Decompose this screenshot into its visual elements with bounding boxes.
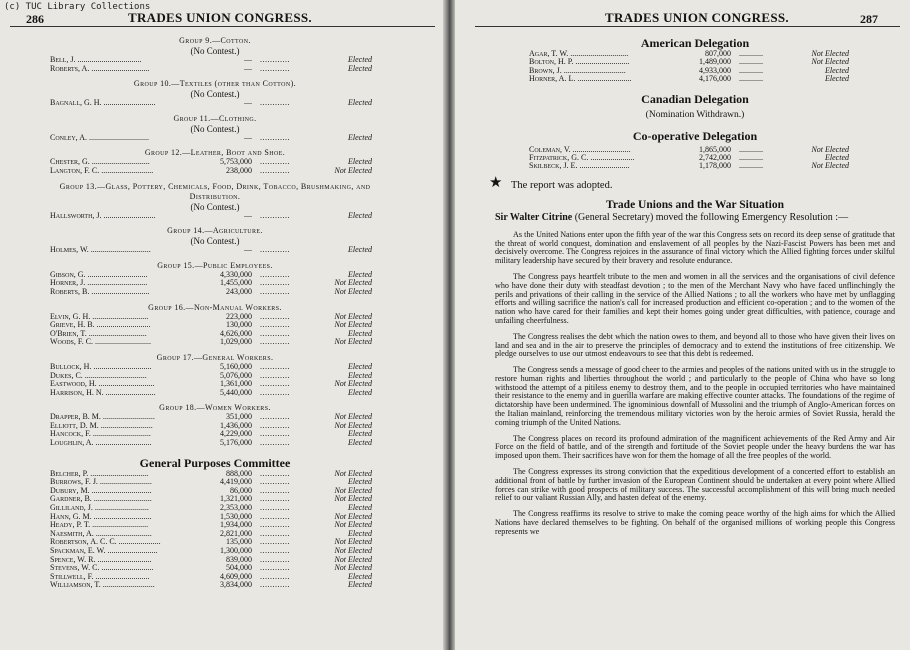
leader-dots: ............ <box>739 152 763 162</box>
vote-count: 135,000 <box>226 537 252 547</box>
election-result: Elected <box>348 580 372 590</box>
election-result: Not Elected <box>334 379 372 389</box>
cooperative-delegation-table <box>495 146 895 171</box>
trade-group <box>50 297 380 347</box>
candidate-name: Stillwell, F. ........................... <box>50 571 150 581</box>
candidate-name: Fitzpatrick, G. C. ...................... <box>529 152 635 162</box>
resolution-paragraph: The Congress pays heartfelt tribute to the men and women in all the services and the organisations of civil defence who have done their duty with steadfast devotion ; to the men of the Merchant Navy who have faced unflinchingly the perils and privations of their calling in the service of the Allied Nations ; to all the workers who have met by unflagging efforts and willing sacrifice the nation's call for increased production and efficient co-operation ; and to the women of the nation who have cared for their families and kept their homes going under great difficulties, with patience, courage and unfailing cheerfulness. <box>495 271 895 325</box>
leader-dots: ............ <box>260 537 290 547</box>
candidate-name: Hann, G. M. ............................. <box>50 511 152 521</box>
vote-count: 888,000 <box>226 468 252 478</box>
candidate-name: Bolton, H. P. ........................... <box>529 57 630 67</box>
vote-count: 5,440,000 <box>220 387 252 397</box>
candidate-name: Elvin, G. H. ............................ <box>50 311 149 321</box>
vote-count: 1,029,000 <box>220 337 252 347</box>
trade-group <box>50 347 380 397</box>
group-heading: Group 15.—Public Employees. <box>157 260 273 270</box>
spacer <box>50 448 380 454</box>
election-result: Elected <box>348 477 372 487</box>
vote-count: — <box>244 245 252 255</box>
election-result: Not Elected <box>334 412 372 422</box>
election-result: Elected <box>348 438 372 448</box>
american-delegation-title: American Delegation <box>640 36 750 50</box>
candidate-name: Bell, J. ................................ <box>50 55 142 64</box>
group-heading: Group 16.—Non-Manual Workers. <box>148 302 282 312</box>
group-heading: Group 12.—Leather, Boot and Shoe. <box>144 148 286 158</box>
adoption-text: The report was adopted. <box>511 179 613 191</box>
result-row <box>50 99 380 108</box>
leader-dots: ............ <box>260 165 290 175</box>
leader-dots: ............ <box>260 580 290 590</box>
leader-dots: ............ <box>260 546 290 555</box>
election-result: Not Elected <box>334 278 372 288</box>
leader-dots: ............ <box>260 571 290 581</box>
election-result: Elected <box>825 74 849 84</box>
mover-text: (General Secretary) moved the following Emergency Resolution :— <box>574 211 849 223</box>
election-result: Not Elected <box>334 494 372 504</box>
leader-dots: ............ <box>739 65 763 75</box>
group-heading: Group 9.—Cotton. <box>179 36 251 45</box>
group-heading: Group 17.—General Workers. <box>156 352 274 362</box>
vote-count: 1,178,000 <box>699 161 731 171</box>
election-result: Not Elected <box>334 420 372 430</box>
election-result: Not Elected <box>334 468 372 478</box>
election-result: Not Elected <box>334 554 372 564</box>
candidate-name: Williamson, T. .......................... <box>50 580 155 590</box>
election-result: Not Elected <box>811 161 849 171</box>
candidate-name: Loughlin, A. ............................ <box>50 438 152 448</box>
no-contest-note: (No Contest.) <box>190 46 240 56</box>
election-result: Elected <box>348 429 372 439</box>
vote-count: 2,742,000 <box>699 152 731 162</box>
candidate-name: Naesmith, A. ............................ <box>50 528 152 538</box>
vote-count: 4,626,000 <box>220 328 252 338</box>
election-result: Not Elected <box>334 311 372 321</box>
result-row <box>50 134 380 143</box>
election-result: Not Elected <box>334 165 372 175</box>
candidate-name: Drapper, B. M. .......................... <box>50 412 155 422</box>
election-result: Not Elected <box>334 286 372 296</box>
leader-dots: ............ <box>739 144 763 154</box>
leader-dots: ............ <box>739 57 763 67</box>
result-row <box>495 162 895 170</box>
vote-count: 238,000 <box>226 165 252 175</box>
candidate-name: Belcher, P. ............................. <box>50 468 149 478</box>
election-result: Elected <box>348 98 372 108</box>
leader-dots: ............ <box>260 387 290 397</box>
election-result: Elected <box>348 528 372 538</box>
vote-count: 3,834,000 <box>220 580 252 590</box>
candidate-name: Woods, F. C. ............................ <box>50 337 152 347</box>
election-result: Elected <box>348 55 372 64</box>
leader-dots: ............ <box>739 161 763 171</box>
right-header-rule <box>475 26 900 27</box>
election-result: Elected <box>348 387 372 397</box>
leader-dots: ............ <box>260 412 290 422</box>
election-result: Not Elected <box>334 563 372 573</box>
candidate-name: Conley, A. .............................. <box>50 132 150 142</box>
leader-dots: ............ <box>260 63 290 73</box>
leader-dots: ............ <box>260 361 290 371</box>
leader-dots: ............ <box>260 554 290 564</box>
no-contest-note: (No Contest.) <box>190 123 240 134</box>
candidate-name: Stevens, W. C. .......................... <box>50 563 154 573</box>
trade-group <box>50 255 380 297</box>
election-result: Not Elected <box>334 520 372 530</box>
candidate-name: O'Brien, T. ............................. <box>50 328 147 338</box>
candidate-name: Coleman, V. ............................. <box>529 144 631 154</box>
vote-count: 1,865,000 <box>699 144 731 154</box>
result-row <box>50 439 380 448</box>
copyright-notice: (c) TUC Library Collections <box>4 2 151 12</box>
no-contest-note: (No Contest.) <box>190 89 240 100</box>
adoption-statement <box>489 174 895 192</box>
vote-count: 1,361,000 <box>220 379 252 389</box>
election-result: Elected <box>348 571 372 581</box>
mover-name: Sir Walter Citrine <box>495 211 573 223</box>
american-delegation-table <box>495 50 895 84</box>
leader-dots: ............ <box>260 337 290 347</box>
trade-group <box>50 220 380 255</box>
vote-count: — <box>244 55 252 64</box>
leader-dots: ............ <box>260 286 290 296</box>
vote-count: 4,609,000 <box>220 571 252 581</box>
election-result: Elected <box>348 210 372 220</box>
trade-group <box>50 142 380 175</box>
vote-count: 4,419,000 <box>220 477 252 487</box>
leader-dots: ............ <box>260 379 290 389</box>
leader-dots: ............ <box>260 98 290 108</box>
trade-group <box>50 108 380 143</box>
candidate-name: Roberts, A. ............................. <box>50 63 150 73</box>
candidate-name: Gibson, G. .............................. <box>50 269 148 279</box>
vote-count: 1,934,000 <box>220 520 252 530</box>
vote-count: — <box>244 132 252 142</box>
vote-count: — <box>244 210 252 220</box>
election-result: Not Elected <box>811 49 849 58</box>
vote-count: 4,933,000 <box>699 65 731 75</box>
vote-count: — <box>244 98 252 108</box>
group-heading: Group 18.—Women Workers. <box>159 403 271 413</box>
leader-dots: ............ <box>260 420 290 430</box>
result-row <box>50 389 380 398</box>
candidate-name: Robertson, A. C. C. ..................... <box>50 537 161 547</box>
star-icon: ★ <box>489 174 503 191</box>
resolution-paragraph: The Congress realises the debt which the nation owes to them, and beyond all to those who have given their lives on land and sea and in the air to preserve the principles of democracy and to extend the institutions of free citizenship. We pledge ourselves to use our utmost endeavours to see that this debt is redeemed. <box>495 331 895 359</box>
left-election-results <box>50 36 380 590</box>
no-contest-note: (No Contest.) <box>190 236 240 247</box>
emergency-resolution <box>495 231 895 537</box>
vote-count: 2,353,000 <box>220 503 252 513</box>
vote-count: 1,530,000 <box>220 511 252 521</box>
election-result: Elected <box>825 65 849 75</box>
candidate-name: Holmes, W. .............................. <box>50 245 151 255</box>
leader-dots: ............ <box>260 132 290 142</box>
result-row <box>50 65 380 74</box>
result-row <box>50 212 380 221</box>
candidate-name: Agar, T. W. ............................. <box>529 49 629 58</box>
result-row <box>50 288 380 297</box>
left-running-head: TRADES UNION CONGRESS. <box>128 10 312 25</box>
leader-dots: ............ <box>260 477 290 487</box>
vote-count: 1,321,000 <box>220 494 252 504</box>
vote-count: 807,000 <box>705 49 731 58</box>
leader-dots: ............ <box>260 438 290 448</box>
book-gutter <box>443 0 455 650</box>
canadian-delegation-note: (Nomination Withdrawn.) <box>645 109 745 120</box>
right-page <box>455 0 910 650</box>
right-content <box>489 36 895 537</box>
candidate-name: Burrows, F. J. .......................... <box>50 477 152 487</box>
mover-statement <box>495 212 895 224</box>
candidate-name: Heady, P. T. ............................ <box>50 520 149 530</box>
election-result: Not Elected <box>334 337 372 347</box>
candidate-name: Brown, J. ............................... <box>529 65 626 75</box>
candidate-name: Spackman, E. W. ......................... <box>50 546 158 555</box>
left-header-rule <box>10 26 435 27</box>
candidate-name: Hancock, F. ............................. <box>50 429 151 439</box>
resolution-paragraph: The Congress places on record its profound admiration of the magnificent achievements of the Red Army and Air Force on the field of battle, and of the strength and fortitude of the Soviet people under the heavy burdens the war has imposed upon them. Their sacrifices have won for them the homage of all the free peoples of the world. <box>495 433 895 461</box>
election-result: Not Elected <box>334 511 372 521</box>
election-result: Elected <box>348 361 372 371</box>
election-result: Elected <box>348 370 372 380</box>
vote-count: 130,000 <box>226 320 252 330</box>
election-result: Elected <box>348 157 372 167</box>
left-page <box>0 0 443 650</box>
election-result: Elected <box>348 63 372 73</box>
candidate-name: Dubury, M. .............................. <box>50 485 152 495</box>
vote-count: 1,436,000 <box>220 420 252 430</box>
leader-dots: ............ <box>260 328 290 338</box>
right-page-number: 287 <box>860 12 878 26</box>
vote-count: 1,455,000 <box>220 278 252 288</box>
candidate-name: Bagnall, G. H. .......................... <box>50 98 156 108</box>
candidate-name: Harrison, H. N. ......................... <box>50 387 156 397</box>
candidate-name: Horner, J. .............................. <box>50 278 148 288</box>
cooperative-delegation-title: Co-operative Delegation <box>632 128 758 143</box>
leader-dots: ............ <box>260 528 290 538</box>
election-result: Not Elected <box>334 546 372 555</box>
candidate-name: Spence, W. R. ........................... <box>50 554 152 564</box>
candidate-name: Grieve, H. B. ........................... <box>50 320 151 330</box>
trade-group <box>50 36 380 73</box>
group-heading: Group 14.—Agriculture. <box>167 226 263 236</box>
leader-dots: ............ <box>260 370 290 380</box>
trade-group <box>50 73 380 108</box>
vote-count: 4,330,000 <box>220 269 252 279</box>
candidate-name: Dukes, C. ............................... <box>50 370 147 380</box>
trade-group <box>50 397 380 447</box>
candidate-name: Eastwood, H. ............................ <box>50 379 155 389</box>
vote-count: 223,000 <box>226 311 252 321</box>
election-result: Elected <box>825 152 849 162</box>
vote-count: 86,000 <box>230 485 252 495</box>
vote-count: 5,076,000 <box>220 370 252 380</box>
election-result: Elected <box>348 503 372 513</box>
vote-count: 243,000 <box>226 286 252 296</box>
election-result: Not Elected <box>334 320 372 330</box>
right-running-head: TRADES UNION CONGRESS. <box>605 10 789 25</box>
candidate-name: Chester, G. ............................. <box>50 157 150 167</box>
leader-dots: ............ <box>260 269 290 279</box>
vote-count: 5,753,000 <box>220 157 252 167</box>
leader-dots: ............ <box>260 494 290 504</box>
election-result: Not Elected <box>334 485 372 495</box>
candidate-name: Langton, F. C. .......................... <box>50 165 154 175</box>
result-row <box>50 581 380 590</box>
group-heading: Group 11.—Clothing. <box>173 113 257 123</box>
result-row <box>50 338 380 347</box>
vote-count: 5,160,000 <box>220 361 252 371</box>
candidate-name: Hallsworth, J. .......................... <box>50 210 156 220</box>
candidate-name: Roberts, B. ............................. <box>50 286 150 296</box>
vote-count: 4,176,000 <box>699 74 731 84</box>
group-heading: Group 13.—Glass, Pottery, Chemicals, Food, Drink, Tobacco, Brushmaking, and Distribution. <box>59 181 371 201</box>
candidate-name: Elliott, D. M. .......................... <box>50 420 153 430</box>
election-result: Elected <box>348 132 372 142</box>
trade-group <box>50 176 380 221</box>
leader-dots: ............ <box>260 563 290 573</box>
leader-dots: ............ <box>260 245 290 255</box>
leader-dots: ............ <box>260 520 290 530</box>
vote-count: 2,821,000 <box>220 528 252 538</box>
group-heading: Group 10.—Textiles (other than Cotton). <box>133 79 297 89</box>
resolution-paragraph: As the United Nations enter upon the fifth year of the war this Congress sets on record its deep sense of gratitude that the threat of world conquest, domination and enslavement of all peoples by the Nazi-Fascist Powers has been met and decisively overcome. The Congress rejoices in the assurance of final victory which the Allied fighting forces under skilful military leadership have secured by their bravery and resolute endurance. <box>495 229 895 266</box>
vote-count: 839,000 <box>226 554 252 564</box>
candidate-name: Skilbeck, J. E. ......................... <box>529 161 630 171</box>
leader-dots: ............ <box>260 503 290 513</box>
resolution-paragraph: The Congress sends a message of good cheer to the armies and peoples of the nations united with us in the struggle to restore human rights and liberties throughout the world ; and particularly to the people of China who have so long withstood the attempt of a pitiless enemy to destroy them, and to the people in occupied territories who have maintained their resistance to the enemy and in guerilla warfare are making effective counter attacks. The foundations of the regime of dictatorship have been undermined. The ignominious downfall of Mussolini and the triumph of Anglo-American forces on the Italian mainland, reinforcing the tremendous military victories won by the heroic armies of Soviet Russia, herald the coming triumph of the United Nations. <box>495 365 895 427</box>
leader-dots: ............ <box>739 74 763 84</box>
leader-dots: ............ <box>260 485 290 495</box>
vote-count: 4,229,000 <box>220 429 252 439</box>
vote-count: 1,489,000 <box>699 57 731 67</box>
canadian-delegation-title: Canadian Delegation <box>641 91 749 106</box>
gpc-title: General Purposes Committee <box>139 455 291 470</box>
election-result: Elected <box>348 245 372 255</box>
result-row <box>495 75 895 83</box>
leader-dots: ............ <box>260 157 290 167</box>
leader-dots: ............ <box>260 468 290 478</box>
left-page-number: 286 <box>26 12 44 26</box>
election-result: Not Elected <box>334 537 372 547</box>
resolution-paragraph: The Congress reaffirms its resolve to strive to make the coming peace worthy of the high aims for which the Allied Nations have declared themselves to be fighting. On behalf of the organised millions of working people this Congress represents we <box>495 509 895 536</box>
candidate-name: Gardner, B. ............................. <box>50 494 152 504</box>
war-situation-title: Trade Unions and the War Situation <box>606 198 784 211</box>
vote-count: 5,176,000 <box>220 438 252 448</box>
leader-dots: ............ <box>260 210 290 220</box>
result-row <box>50 167 380 176</box>
candidate-name: Gilliland, J. ........................... <box>50 503 149 513</box>
leader-dots: ............ <box>260 429 290 439</box>
no-contest-note: (No Contest.) <box>190 201 240 212</box>
election-result: Not Elected <box>811 57 849 67</box>
leader-dots: ............ <box>260 278 290 288</box>
result-row <box>50 246 380 255</box>
leader-dots: ............ <box>260 320 290 330</box>
election-result: Elected <box>348 269 372 279</box>
vote-count: 1,300,000 <box>220 546 252 555</box>
election-result: Not Elected <box>811 144 849 154</box>
resolution-paragraph: The Congress expresses its strong conviction that the expeditious development of a concerted effort to establish an additional front of battle by further invasion of the European Continent should be undertaken at every point where Allied forces can strike with good prospects of military success. The successful accomplishment of this will bring much needed relief to our valiant Russian Ally, and hasten defeat of the enemy. <box>495 467 895 503</box>
election-result: Elected <box>348 328 372 338</box>
vote-count: — <box>244 63 252 73</box>
candidate-name: Bullock, H. ............................. <box>50 361 152 371</box>
leader-dots: ............ <box>260 55 290 64</box>
candidate-name: Horner, A. L. ........................... <box>529 74 632 84</box>
leader-dots: ............ <box>260 311 290 321</box>
vote-count: 504,000 <box>226 563 252 573</box>
vote-count: 351,000 <box>226 412 252 422</box>
leader-dots: ............ <box>260 511 290 521</box>
leader-dots: ............ <box>739 49 763 58</box>
